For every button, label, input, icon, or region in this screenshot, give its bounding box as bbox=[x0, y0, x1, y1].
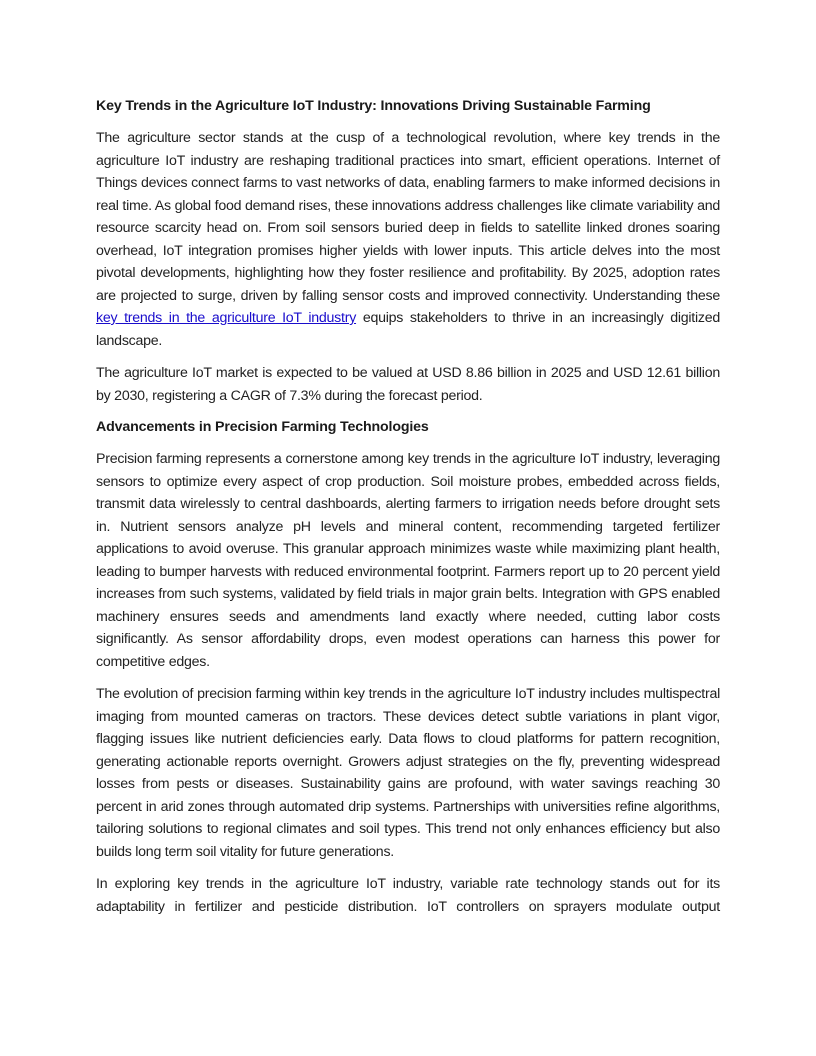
section-heading: Advancements in Precision Farming Technologies bbox=[96, 419, 429, 435]
intro-text-before-link: The agriculture sector stands at the cusp of a technological revolution, where key trends in the agriculture IoT industry are reshaping traditional practices into smart, efficient operations. Internet of Things devices connect farms to vast networks of data, enabling farmers to make informed decisions in real time. As global food demand rises, these innovations address challenges like climate variability and resource scarcity head on. From soil sensors buried deep in fields to satellite linked drones soaring overhead, IoT integration promises higher yields with lower inputs. This article delves into the most pivotal developments, highlighting how they foster resilience and profitability. By 2025, adoption rates are projected to surge, driven by falling sensor costs and improved connectivity. Understanding these bbox=[96, 130, 720, 304]
key-trends-link[interactable]: key trends in the agriculture IoT industry bbox=[96, 310, 357, 326]
intro-text-after-link: equips stakeholders to thrive in an increasingly digitized landscape. bbox=[96, 310, 720, 349]
document-page bbox=[96, 96, 720, 928]
market-paragraph: The agriculture IoT market is expected to be valued at USD 8.86 billion in 2025 and USD 12.61 billion by 2030, registering a CAGR of 7.3% during the forecast period. bbox=[96, 365, 720, 404]
body-paragraph: In exploring key trends in the agriculture IoT industry, variable rate technology stands out for its adaptability in fertilizer and pesticide distribution. IoT controllers on sprayers modulate output bbox=[96, 876, 720, 915]
intro-paragraph bbox=[96, 127, 720, 352]
article-title: Key Trends in the Agriculture IoT Industry: Innovations Driving Sustainable Farming bbox=[96, 98, 651, 114]
body-paragraph: Precision farming represents a cornerstone among key trends in the agriculture IoT industry, leveraging sensors to optimize every aspect of crop production. Soil moisture probes, embedded across fields, transmit data wirelessly to central dashboards, alerting farmers to irrigation needs before drought sets in. Nutrient sensors analyze pH levels and mineral content, recommending targeted fertilizer applications to avoid overuse. This granular approach minimizes waste while maximizing plant health, leading to bumper harvests with reduced environmental footprint. Farmers report up to 20 percent yield increases from such systems, validated by field trials in major grain belts. Integration with GPS enabled machinery ensures seeds and amendments land exactly where needed, cutting labor costs significantly. As sensor affordability drops, even modest operations can harness this power for competitive edges. bbox=[96, 451, 720, 670]
body-paragraph: The evolution of precision farming within key trends in the agriculture IoT industry includes multispectral imaging from mounted cameras on tractors. These devices detect subtle variations in plant vigor, flagging issues like nutrient deficiencies early. Data flows to cloud platforms for pattern recognition, generating actionable reports overnight. Growers adjust strategies on the fly, preventing widespread losses from pests or diseases. Sustainability gains are profound, with water savings reaching 30 percent in arid zones through automated drip systems. Partnerships with universities refine algorithms, tailoring solutions to regional climates and soil types. This trend not only enhances efficiency but also builds long term soil vitality for future generations. bbox=[96, 686, 720, 860]
